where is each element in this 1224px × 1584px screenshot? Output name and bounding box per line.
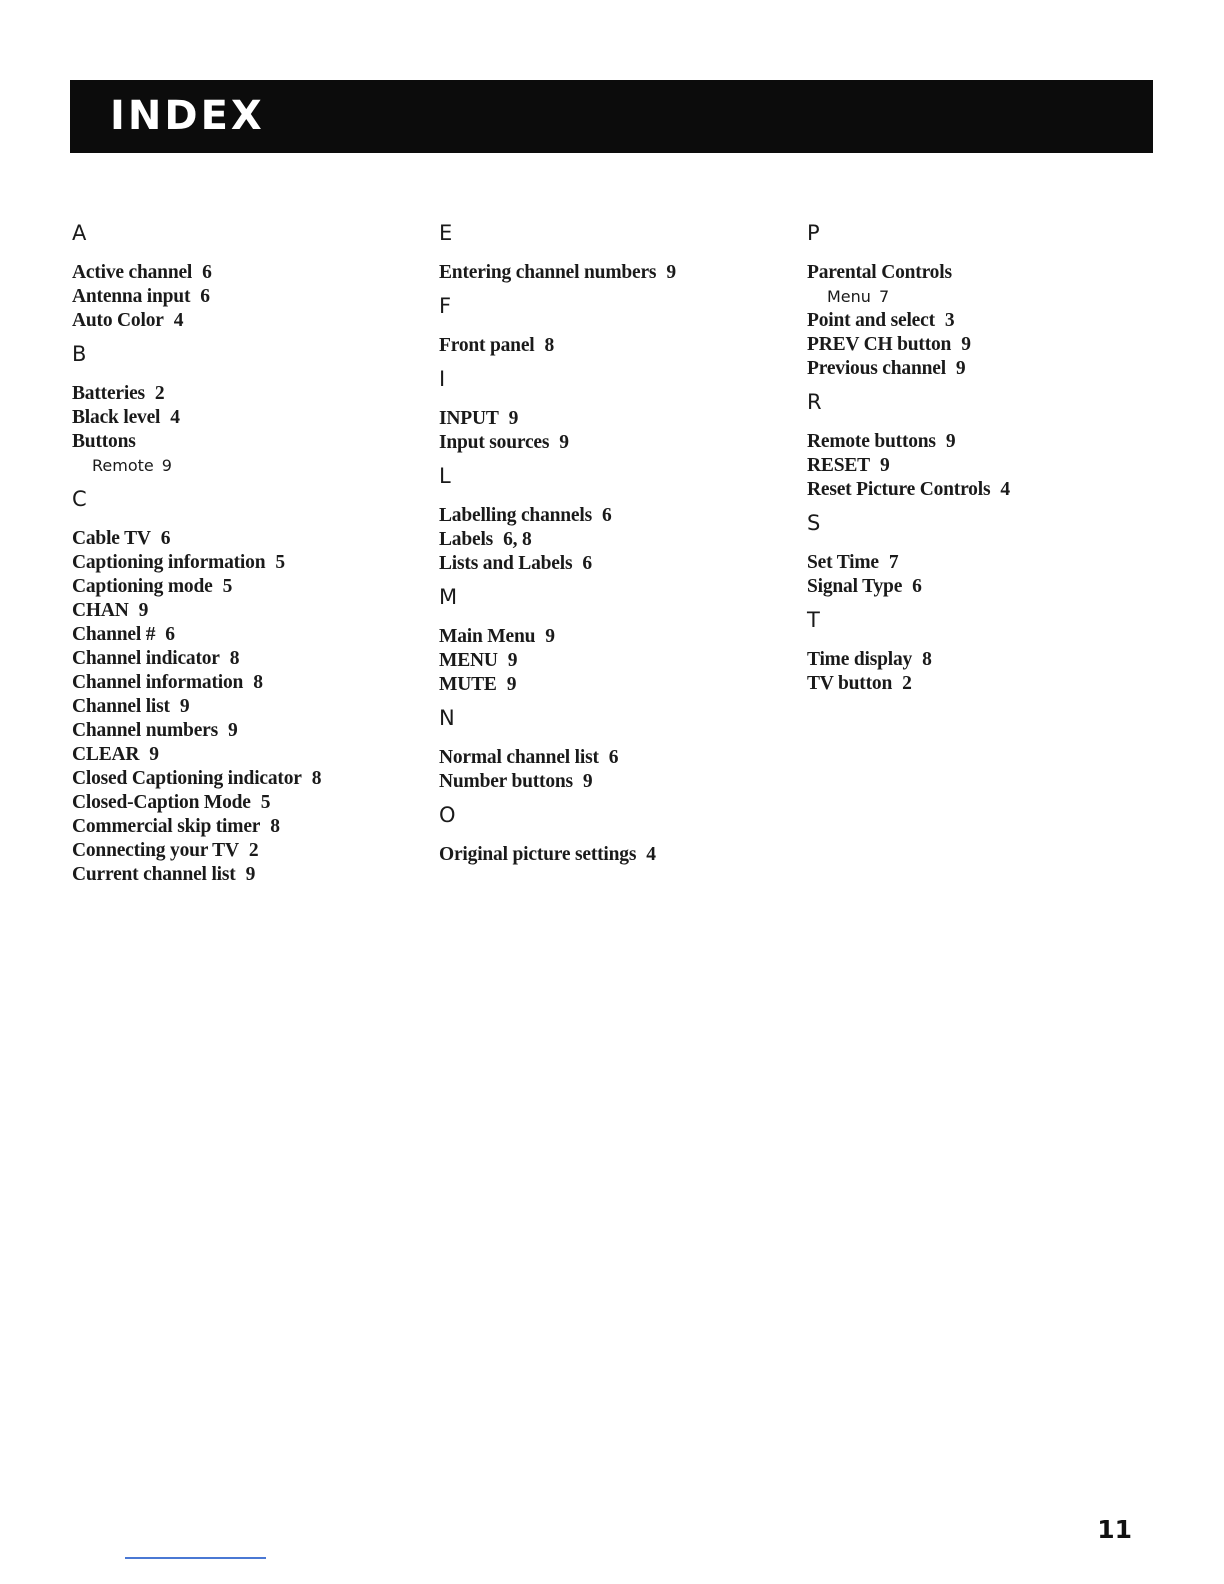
index-entry [439,528,799,552]
entry-term: CHAN [72,600,129,621]
entry-page-ref: 9 [508,408,519,429]
entry-page-ref: 9 [582,771,593,792]
entry-page-ref: 2 [154,383,165,404]
index-entry [439,407,799,431]
footer-rule [125,1557,266,1559]
index-entry [72,719,432,743]
entry-term: Point and select [807,310,935,331]
index-entry [807,575,1167,599]
index-entry [72,695,432,719]
entry-term: Front panel [439,335,535,356]
section-letter: B [72,342,87,366]
index-section [807,510,1167,599]
page-title: INDEX [110,93,265,139]
index-entry [439,504,799,528]
entry-page-ref: 6 [912,576,922,597]
index-section [439,366,799,455]
section-letter: S [807,511,821,535]
index-section [439,220,799,285]
page-number: 11 [1097,1515,1132,1544]
index-section [72,220,432,333]
entry-term: Parental Controls [807,262,952,283]
entry-term: TV button [807,673,893,694]
entry-term: Signal Type [807,576,903,597]
index-entry [807,261,1167,285]
entry-page-ref: 6 [582,553,592,574]
entry-page-ref: 6 [601,505,612,526]
entry-page-ref: 9 [228,720,238,741]
entry-page-ref: 9 [961,334,971,355]
index-entry [807,551,1167,575]
entry-term: Closed Captioning indicator [72,768,302,789]
entry-term: Cable TV [72,528,151,549]
entry-page-ref: 2 [248,840,259,861]
entry-page-ref: 8 [253,672,263,693]
index-section [439,293,799,358]
index-header-bar [70,80,1153,153]
entry-page-ref: 9 [955,358,966,379]
section-letter: O [439,803,456,827]
index-entry [72,671,432,695]
index-entry [439,746,799,770]
index-entry [72,647,432,671]
index-entry [807,478,1167,502]
entry-page-ref: 9 [879,455,890,476]
entry-term: INPUT [439,408,499,429]
entry-page-ref: 6 [608,747,619,768]
entry-page-ref: 8 [229,648,240,669]
section-letter: T [807,608,820,632]
entry-page-ref: 9 [149,744,159,765]
index-subentry [72,454,432,478]
entry-term: Lists and Labels [439,553,573,574]
index-section [439,802,799,867]
entry-term: MENU [439,650,498,671]
index-entry [439,770,799,794]
section-letter: R [807,390,822,414]
index-entry [807,357,1167,381]
entry-page-ref: 9 [179,696,190,717]
entry-term: Channel # [72,624,156,645]
entry-term: Remote [92,456,154,475]
index-entry [439,649,799,673]
section-letter: L [439,464,451,488]
index-entry [439,625,799,649]
section-letter: F [439,294,452,318]
index-entry [807,333,1167,357]
entry-page-ref: 9 [161,456,172,475]
entry-term: PREV CH button [807,334,952,355]
entry-page-ref: 6, 8 [503,529,532,550]
index-entry [807,648,1167,672]
entry-page-ref: 6 [200,286,210,307]
entry-term: CLEAR [72,744,140,765]
entry-term: Original picture settings [439,844,637,865]
entry-term: Black level [72,407,161,428]
index-entry [72,309,432,333]
entry-page-ref: 9 [545,626,555,647]
entry-term: Set Time [807,552,879,573]
section-letter: E [439,221,453,245]
entry-term: Time display [807,649,913,670]
entry-page-ref: 5 [260,792,271,813]
entry-term: Menu [827,287,871,306]
entry-page-ref: 2 [902,673,912,694]
index-entry [72,791,432,815]
index-entry [72,863,432,887]
index-entry [72,406,432,430]
index-column-2 [439,220,799,867]
entry-page-ref: 7 [878,287,890,306]
entry-term: Number buttons [439,771,573,792]
index-entry [72,527,432,551]
section-letter: N [439,706,455,730]
index-entry [439,843,799,867]
index-section [807,607,1167,696]
index-entry [807,430,1167,454]
entry-term: Commercial skip timer [72,816,261,837]
entry-term: Main Menu [439,626,536,647]
index-entry [72,261,432,285]
entry-term: Labels [439,529,494,550]
index-entry [72,575,432,599]
entry-page-ref: 9 [245,864,256,885]
section-letter: I [439,367,446,391]
entry-page-ref: 5 [222,576,233,597]
entry-page-ref: 9 [506,674,517,695]
entry-page-ref: 3 [944,310,955,331]
section-letter: P [807,221,820,245]
index-column-1 [72,220,432,887]
entry-term: Normal channel list [439,747,599,768]
entry-term: Batteries [72,383,145,404]
section-letter: M [439,585,458,609]
entry-term: Buttons [72,431,136,452]
index-entry [72,815,432,839]
entry-term: Channel information [72,672,244,693]
entry-term: Channel indicator [72,648,220,669]
entry-term: Reset Picture Controls [807,479,991,500]
index-section [807,220,1167,381]
index-section [72,341,432,478]
entry-term: Labelling channels [439,505,592,526]
section-letter: A [72,221,87,245]
index-section [807,389,1167,502]
index-entry [72,430,432,454]
entry-term: Antenna input [72,286,191,307]
index-section [72,486,432,887]
entry-page-ref: 9 [507,650,518,671]
entry-term: Connecting your TV [72,840,239,861]
entry-term: RESET [807,455,870,476]
index-entry [807,672,1167,696]
entry-page-ref: 9 [559,432,569,453]
entry-term: Captioning mode [72,576,213,597]
section-letter: C [72,487,87,511]
entry-term: Auto Color [72,310,164,331]
entry-term: Previous channel [807,358,946,379]
entry-term: Input sources [439,432,550,453]
entry-page-ref: 8 [270,816,280,837]
entry-term: Channel list [72,696,170,717]
entry-term: Entering channel numbers [439,262,657,283]
entry-term: Channel numbers [72,720,218,741]
index-column-3 [807,220,1167,696]
entry-page-ref: 6 [202,262,212,283]
entry-page-ref: 9 [945,431,956,452]
entry-term: MUTE [439,674,497,695]
index-entry [72,623,432,647]
entry-page-ref: 5 [275,552,285,573]
index-entry [72,382,432,406]
entry-page-ref: 8 [544,335,555,356]
index-section [439,584,799,697]
index-subentry [807,285,1167,309]
index-entry [439,673,799,697]
entry-term: Closed-Caption Mode [72,792,251,813]
index-entry [439,334,799,358]
index-section [439,463,799,576]
entry-page-ref: 4 [646,844,656,865]
index-entry [807,309,1167,333]
entry-term: Active channel [72,262,193,283]
entry-page-ref: 6 [160,528,171,549]
index-entry [72,285,432,309]
entry-page-ref: 8 [311,768,322,789]
index-entry [72,599,432,623]
entry-page-ref: 4 [1000,479,1010,500]
index-entry [439,552,799,576]
entry-page-ref: 9 [138,600,149,621]
index-entry [807,454,1167,478]
index-entry [72,743,432,767]
entry-page-ref: 4 [173,310,184,331]
entry-term: Current channel list [72,864,236,885]
entry-page-ref: 6 [165,624,175,645]
index-section [439,705,799,794]
entry-term: Remote buttons [807,431,936,452]
entry-page-ref: 9 [666,262,676,283]
entry-page-ref: 4 [170,407,180,428]
entry-page-ref: 7 [888,552,899,573]
entry-term: Captioning information [72,552,266,573]
index-entry [72,767,432,791]
entry-page-ref: 8 [922,649,932,670]
index-entry [439,261,799,285]
index-entry [72,551,432,575]
index-entry [439,431,799,455]
index-entry [72,839,432,863]
